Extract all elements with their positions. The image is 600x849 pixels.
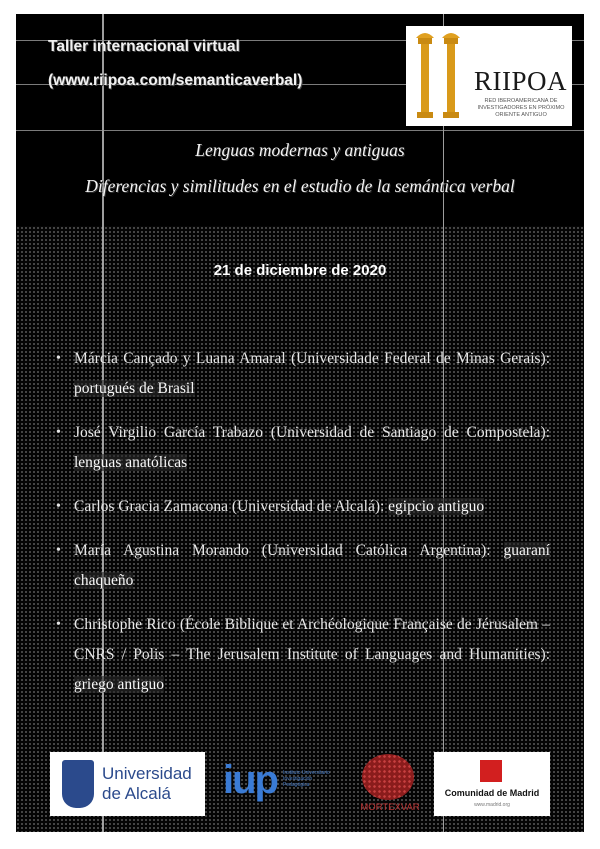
speaker-topic: griego antiguo [74, 676, 164, 693]
sponsor-logos [16, 752, 584, 816]
bullet: • [56, 499, 61, 514]
speaker-name: María Agustina Morando (Universidad Católica Argentina): [74, 542, 491, 559]
workshop-url: (www.riipoa.com/semanticaverbal) [48, 72, 303, 89]
uah-line2: de Alcalá [102, 784, 171, 803]
event-date: 21 de diciembre de 2020 [213, 262, 387, 279]
riipoa-subtitle: RED IBEROAMERICANA DE INVESTIGADORES EN PRÓXIMO ORIENTE ANTIGUO [477, 98, 565, 118]
iup-mark: iup [223, 758, 277, 802]
bullet: • [56, 543, 61, 558]
page-subtitle: Diferencias y similitudes en el estudio de la semántica verbal [85, 176, 515, 196]
poster [16, 14, 584, 832]
speaker-name: José Virgilio García Trabazo (Universidad de Santiago de Compostela): [74, 424, 550, 441]
mortexvar-logo [354, 752, 426, 816]
comunidad-madrid-logo [434, 752, 550, 816]
decorative-horizontal-line [16, 130, 584, 131]
speaker-topic: egipcio antiguo [388, 498, 485, 515]
cam-name: Comunidad de Madrid [444, 788, 540, 798]
speaker-list [56, 344, 550, 714]
speaker-topic: lenguas anatólicas [74, 454, 188, 471]
riipoa-wordmark: RIIPOA [474, 66, 568, 96]
list-item [56, 344, 550, 404]
uah-line1: Universidad [102, 764, 192, 783]
bullet: • [56, 425, 61, 440]
mortexvar-disc-icon [362, 754, 414, 800]
bullet: • [56, 351, 61, 366]
riipoa-logo [406, 26, 572, 126]
bullet: • [56, 617, 61, 632]
columns-icon [410, 28, 470, 124]
speaker-topic: guaraní chaqueño [74, 542, 550, 589]
list-item [56, 418, 550, 478]
cam-url: www.madrid.org [474, 802, 510, 808]
mortexvar-label: MORTEXVAR [360, 802, 420, 813]
list-item [56, 610, 550, 700]
speaker-topic: portugués de Brasil [74, 380, 195, 397]
list-item [56, 536, 550, 596]
speaker-name: Márcia Cançado y Luana Amaral (Universidade Federal de Minas Gerais): [74, 350, 550, 367]
iup-subtitle: Instituto Universitario Investigación Pedagógica [283, 770, 330, 788]
crest-icon [62, 760, 94, 808]
universidad-alcala-logo [50, 752, 205, 816]
workshop-label: Taller internacional virtual [48, 38, 240, 55]
speaker-name: Carlos Gracia Zamacona (Universidad de Alcalá): [74, 498, 385, 515]
speaker-name: Christophe Rico (École Biblique et Archéologique Française de Jérusalem – CNRS / Polis – The Jerusalem Institute of Languages and Humanities): [74, 616, 550, 663]
list-item [56, 492, 550, 522]
iup-logo [221, 752, 341, 816]
page-title: Lenguas modernas y antiguas [195, 140, 405, 160]
madrid-flag-icon [480, 760, 502, 782]
